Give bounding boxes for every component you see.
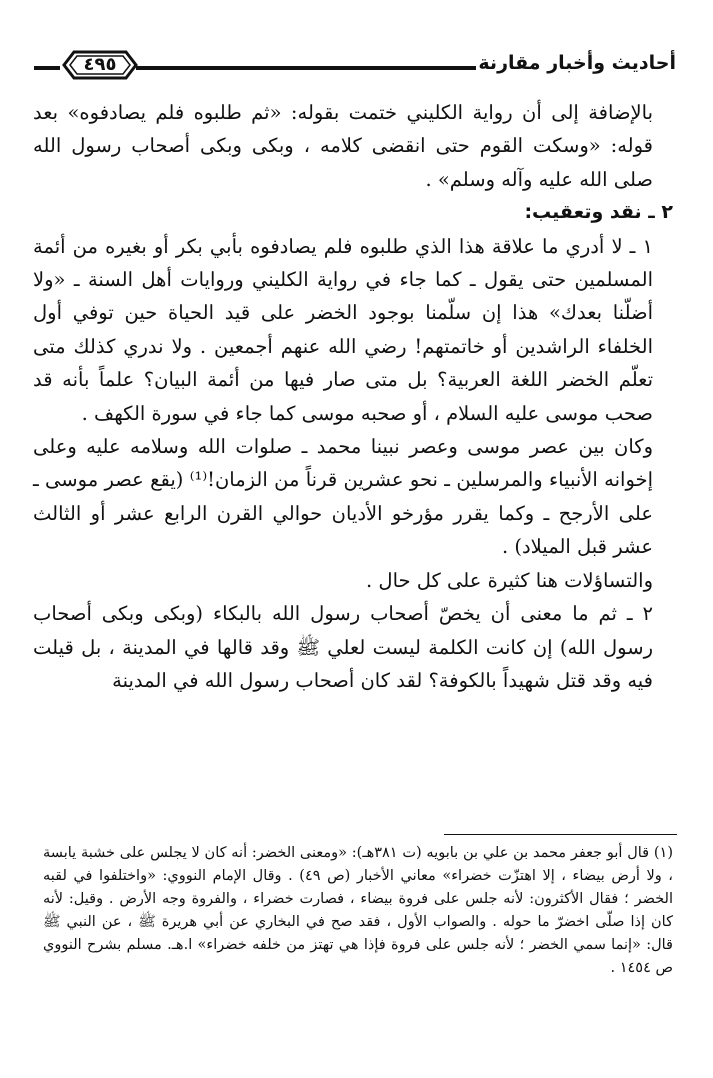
page-number: ٤٩٥ xyxy=(83,54,117,75)
page-header xyxy=(34,46,676,90)
paragraph: ١ ـ لا أدري ما علاقة هذا الذي طلبوه فلم يصادفوه بأبي بكر أو بغيره من أئمة المسلمين حتى يقول ـ كما جاء في رواية الكليني وروايات أهل السنة ـ «ولا أضلّنا بعدك» هذا إن سلّمنا بوجود الخضر على قيد الحياة حين توفي أول الخلفاء الراشدين أو خاتمتهم! رضي الله عنهم أجمعين . ولا ندري كذلك متى تعلّم الخضر اللغة العربية؟ بل متى صار فيها من أئمة البيان؟ علماً بأنه قد صحب موسى عليه السلام ، أو صحبه موسى كما جاء في سورة الكهف . xyxy=(33,234,653,425)
header-rule xyxy=(136,66,476,70)
paragraph: بالإضافة إلى أن رواية الكليني ختمت بقوله: «ثم طلبوه فلم يصادفوه» بعد قوله: «وسكت القوم حتى انقضى كلامه ، وبكى وبكى أصحاب رسول الله صلى الله عليه وآله وسلم» . xyxy=(33,101,653,191)
main-text xyxy=(33,96,673,697)
running-title: أحاديث وأخبار مقارنة xyxy=(478,52,676,74)
header-rule-left xyxy=(34,66,60,70)
footnote-separator xyxy=(444,834,677,835)
footnotes xyxy=(43,842,673,980)
paragraph: والتساؤلات هنا كثيرة على كل حال . xyxy=(366,568,653,592)
section-heading: ٢ ـ نقد وتعقيب: xyxy=(524,201,673,224)
paragraph: وكان بين عصر موسى وعصر نبينا محمد ـ صلوات الله وسلامه عليه وعلى إخوانه الأنبياء والمرسلين ـ نحو عشرين قرناً من الزمان!⁽¹⁾ (يقع عصر موسى ـ على الأرجح ـ وكما يقرر مؤرخو الأديان حوالي القرن الرابع عشر أو الثالث عشر قبل الميلاد) . xyxy=(33,435,653,559)
footnote: (١) قال أبو جعفر محمد بن علي بن بابويه (ت ٣٨١هـ): «ومعنى الخضر: أنه كان لا يجلس على خشبة يابسة ، ولا أرض بيضاء ، إلا اهتزّت خضراء» معاني الأخبار (ص ٤٩) . وقال الإمام النووي: «واختلفوا في لقبه الخضر ؛ فقال الأكثرون: لأنه جلس على فروة بيضاء ، فصارت خضراء ، والفروة وجه الأرض . وقيل: لأنه كان إذا صلّى اخضرّ ما حوله . والصواب الأول ، فقد صح في البخاري عن أبي هريرة ﷺ ، عن النبي ﷺ قال: «إنما سمي الخضر ؛ لأنه جلس على فروة فإذا هي تهتز من خلفه خضراء» ا.هـ. مسلم بشرح النووي ص ١٤٥٤ . xyxy=(43,845,673,976)
paragraph: ٢ ـ ثم ما معنى أن يخصّ أصحاب رسول الله بالبكاء (وبكى وبكى أصحاب رسول الله) إن كانت الكلمة ليست لعلي ﷺ وقد قالها في المدينة ، بل قيلت فيه وقد قتل شهيداً بالكوفة؟ لقد كان أصحاب رسول الله في المدينة xyxy=(33,602,653,692)
page-number-ornament xyxy=(62,48,138,82)
